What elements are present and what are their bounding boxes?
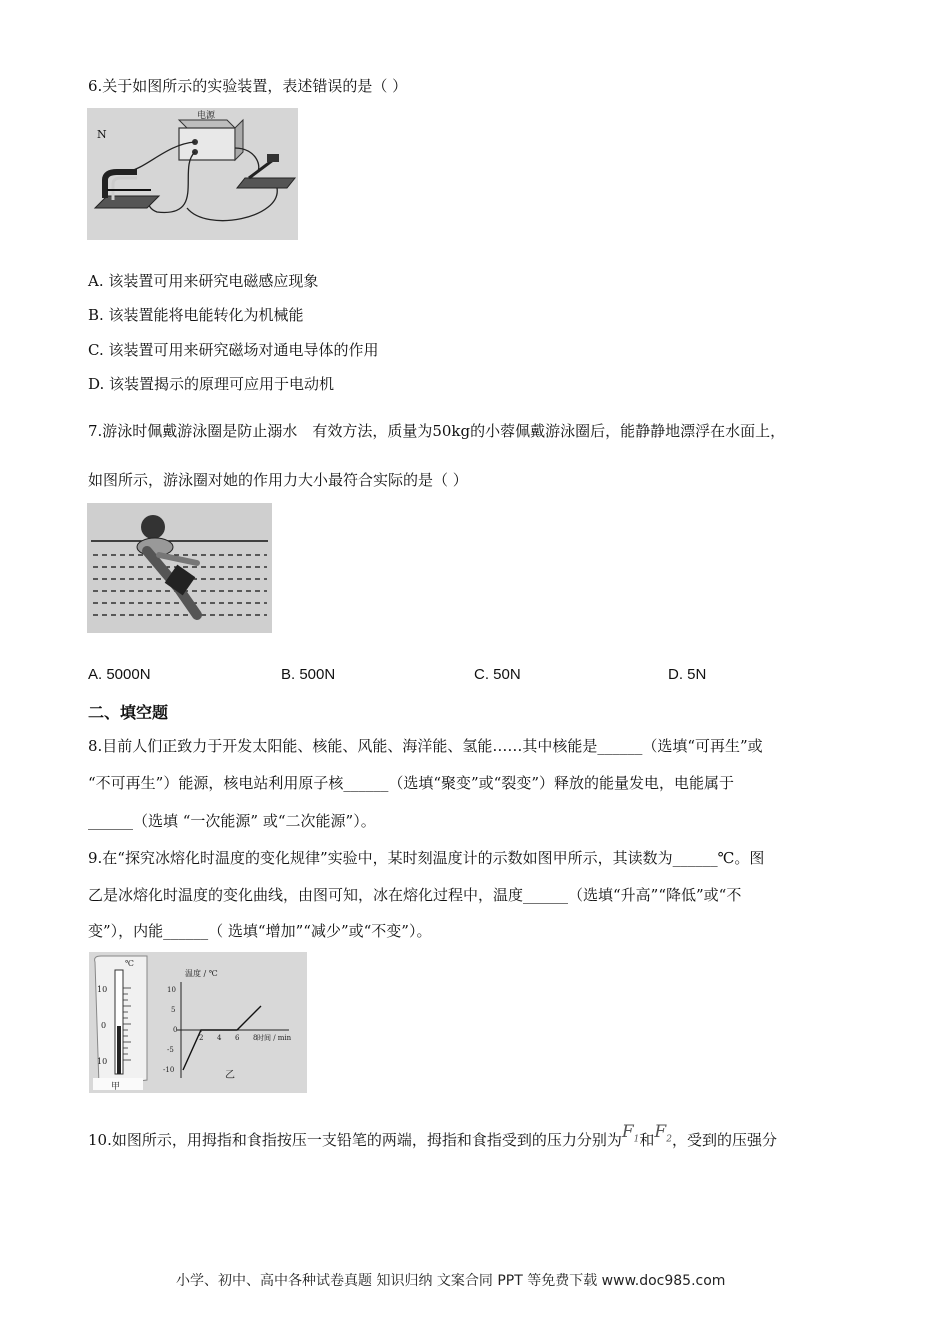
graph-xtick-2: 2 — [199, 1034, 204, 1042]
q6-option-d: D. 该装置揭示的原理可应用于电动机 — [88, 375, 335, 393]
thermo-tick-bottom: 10 — [97, 1057, 108, 1066]
graph-ytick-neg5: -5 — [167, 1046, 174, 1054]
q10-text-b: ，受到的压强分 — [671, 1131, 777, 1149]
q8-line1: 8.目前人们正致力于开发太阳能、核能、风能、海洋能、氢能……其中核能是______（选填“可再生”或 — [88, 737, 763, 755]
q7-figure-swimmer — [87, 503, 272, 633]
q10-line — [88, 1122, 777, 1157]
thermo-tick-top: 10 — [97, 985, 108, 994]
q10-text-a: 10.如图所示，用拇指和食指按压一支铅笔的两端，拇指和食指受到的压力分别为 — [88, 1131, 622, 1149]
thermo-label: 甲 — [111, 1082, 121, 1092]
q6-option-a: A. 该装置可用来研究电磁感应现象 — [88, 272, 319, 290]
q10-and: 和 — [639, 1131, 655, 1149]
q7-option-c: C. 50N — [474, 666, 521, 683]
q7-stem-line1: 7.游泳时佩戴游泳圈是防止溺水 有效方法，质量为50kg的小蓉佩戴游泳圈后，能静静地漂浮在水面上， — [88, 422, 786, 440]
q9-line3: 变”），内能______（ 选填“增加”“减少”或“不变”）。 — [88, 922, 432, 940]
q7-option-a: A. 5000N — [88, 666, 151, 683]
graph-xtick-4: 4 — [217, 1034, 222, 1042]
q8-line2: “不可再生”）能源，核电站利用原子核______（选填“聚变”或“裂变”）释放的能量发电，电能属于 — [88, 774, 735, 792]
thermo-unit: ℃ — [125, 959, 134, 968]
q10-f2-sub: 2 — [666, 1134, 672, 1145]
q9-line2: 乙是冰熔化时温度的变化曲线，由图可知，冰在熔化过程中，温度______（选填“升高”“降低”或“不 — [88, 886, 742, 904]
power-label: 电源 — [197, 111, 216, 121]
q6-stem: 6.关于如图所示的实验装置，表述错误的是（ ） — [88, 77, 408, 95]
q8-line3: ______（选填 “一次能源” 或“二次能源”）。 — [88, 812, 376, 830]
q9-figure-thermometer-and-graph — [89, 952, 307, 1093]
graph-xtick-6: 6 — [235, 1034, 240, 1042]
q6-option-c: C. 该装置可用来研究磁场对通电导体的作用 — [88, 341, 379, 359]
thermo-tick-mid: 0 — [101, 1021, 107, 1030]
q6-figure-experiment-apparatus — [87, 108, 298, 240]
section-title-fill-in: 二、填空题 — [88, 703, 169, 722]
q6-option-b: B. 该装置能将电能转化为机械能 — [88, 306, 304, 324]
q10-f2-symbol: F — [654, 1122, 667, 1142]
footer-download-note: 小学、初中、高中各种试卷真题 知识归纳 文案合同 PPT 等免费下载 www.doc985.com — [176, 1273, 726, 1289]
graph-ylabel: 温度 / ℃ — [185, 969, 218, 978]
q10-f1-symbol: F — [621, 1122, 634, 1142]
graph-ytick-5: 5 — [171, 1006, 176, 1014]
q7-option-b: B. 500N — [281, 666, 336, 683]
q10-f1-sub: 1 — [633, 1134, 640, 1145]
q10-f2 — [654, 1122, 672, 1145]
graph-xtick-8: 8 — [253, 1034, 258, 1042]
pole-label: N — [97, 128, 107, 141]
graph-ytick-10: 10 — [167, 986, 176, 994]
graph-label: 乙 — [225, 1070, 235, 1081]
q7-option-d: D. 5N — [668, 666, 707, 683]
q7-stem-line2: 如图所示，游泳圈对她的作用力大小最符合实际的是（ ） — [88, 471, 468, 489]
graph-ytick-0: 0 — [173, 1026, 178, 1034]
graph-xlabel: 时间 / min — [257, 1034, 292, 1042]
q10-f1 — [621, 1122, 640, 1145]
graph-ytick-neg10: -10 — [163, 1066, 175, 1074]
q9-line1: 9.在“探究冰熔化时温度的变化规律”实验中，某时刻温度计的示数如图甲所示，其读数为______℃。图 — [88, 849, 765, 867]
